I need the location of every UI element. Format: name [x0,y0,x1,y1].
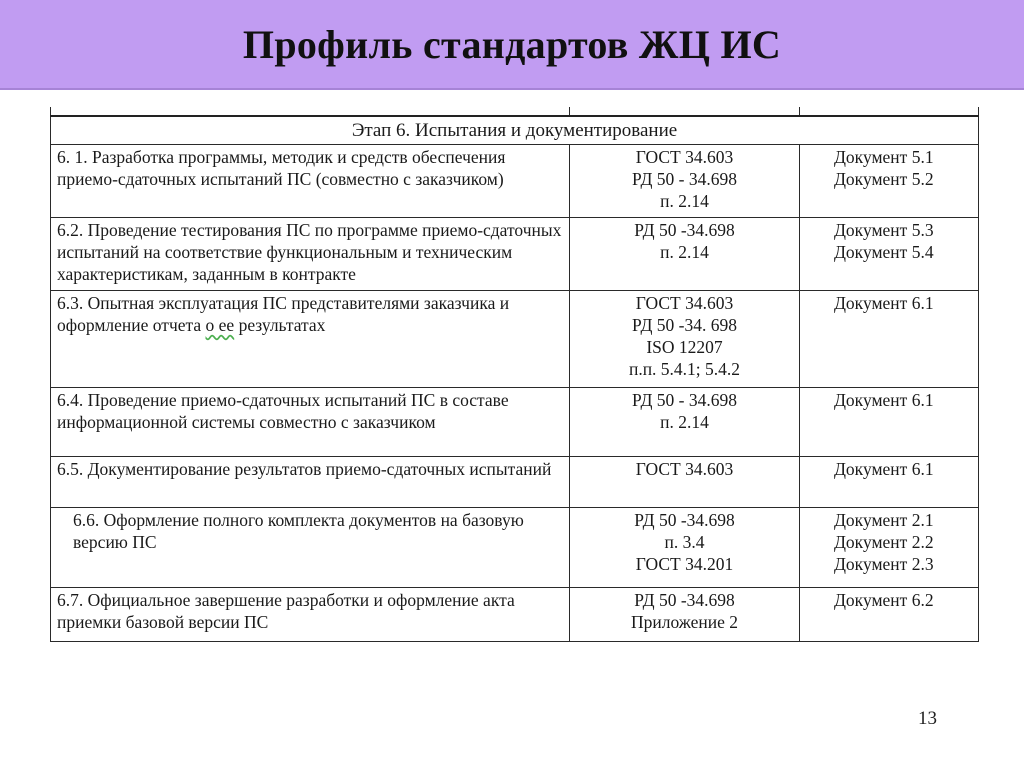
slide-title: Профиль стандартов ЖЦ ИС [242,21,782,67]
page-number: 13 [918,708,937,729]
standard-ref: РД 50 - 34.698 [632,390,737,410]
standard-ref: РД 50 -34.698 [634,510,735,530]
standard-ref: п.п. 5.4.1; 5.4.2 [628,359,741,379]
table-top-strip [51,107,979,116]
task-cell: 6.4. Проведение приемо-сдаточных испытаний ПС в составе информационной системы совместно с заказчиком [51,388,570,457]
document-ref: Документ 2.2 [834,532,934,552]
standard-ref: ГОСТ 34.201 [635,554,734,574]
title-bar [0,0,1024,90]
standard-ref: ГОСТ 34.603 [635,293,734,313]
standards-cell [570,388,800,457]
task-cell: 6. 1. Разработка программы, методик и средств обеспечения приемо-сдаточных испытаний ПС (совместно с заказчиком) [51,145,570,218]
stage-header-row [51,116,979,145]
task-text: 6.3. Опытная эксплуатация ПС представителями заказчика и оформление отчета [57,293,510,335]
table-row [51,145,979,218]
standard-ref: РД 50 - 34.698 [632,169,737,189]
document-ref: Документ 5.4 [834,242,934,262]
task-cell: 6.2. Проведение тестирования ПС по программе приемо-сдаточных испытаний на соответствие функциональным и техническим характеристикам, заданным в контракте [51,218,570,291]
standard-ref: ГОСТ 34.603 [635,459,734,479]
standards-cell [570,588,800,642]
standards-cell [570,508,800,588]
table-row [51,508,979,588]
document-ref: Документ 2.3 [834,554,934,574]
documents-cell [800,388,979,457]
document-ref: Документ 6.1 [834,293,934,313]
document-ref: Документ 5.3 [834,220,934,240]
standard-ref: п. 2.14 [660,191,709,211]
documents-cell [800,588,979,642]
documents-cell [800,457,979,508]
task-cell: 6.5. Документирование результатов приемо-сдаточных испытаний [51,457,570,508]
standards-cell [570,145,800,218]
table-row [51,218,979,291]
standards-cell [570,457,800,508]
documents-cell [800,145,979,218]
table-row [51,457,979,508]
task-cell: 6.7. Официальное завершение разработки и оформление акта приемки базовой версии ПС [51,588,570,642]
documents-cell [800,508,979,588]
standards-table-container [50,107,978,642]
standard-ref: РД 50 -34.698 [634,590,735,610]
documents-cell [800,291,979,388]
standard-ref: РД 50 -34. 698 [632,315,737,335]
standard-ref: п. 2.14 [660,242,709,262]
task-cell [51,291,570,388]
document-ref: Документ 5.2 [834,169,934,189]
document-ref: Документ 5.1 [834,147,934,167]
stage-header: Этап 6. Испытания и документирование [51,116,979,145]
standard-ref: п. 2.14 [660,412,709,432]
table-row [51,388,979,457]
table-row [51,588,979,642]
task-text-flagged: о ее [205,315,235,335]
standards-cell [570,218,800,291]
standards-table [50,107,979,642]
standard-ref: РД 50 -34.698 [634,220,735,240]
task-text: результатах [234,315,326,335]
standards-cell [570,291,800,388]
document-ref: Документ 6.2 [834,590,934,610]
standard-ref: ISO 12207 [646,337,723,357]
task-cell: 6.6. Оформление полного комплекта документов на базовую версию ПС [51,508,570,588]
document-ref: Документ 6.1 [834,390,934,410]
documents-cell [800,218,979,291]
standard-ref: ГОСТ 34.603 [635,147,734,167]
standard-ref: Приложение 2 [630,612,739,632]
document-ref: Документ 6.1 [834,459,934,479]
standard-ref: п. 3.4 [664,532,705,552]
table-row [51,291,979,388]
document-ref: Документ 2.1 [834,510,934,530]
